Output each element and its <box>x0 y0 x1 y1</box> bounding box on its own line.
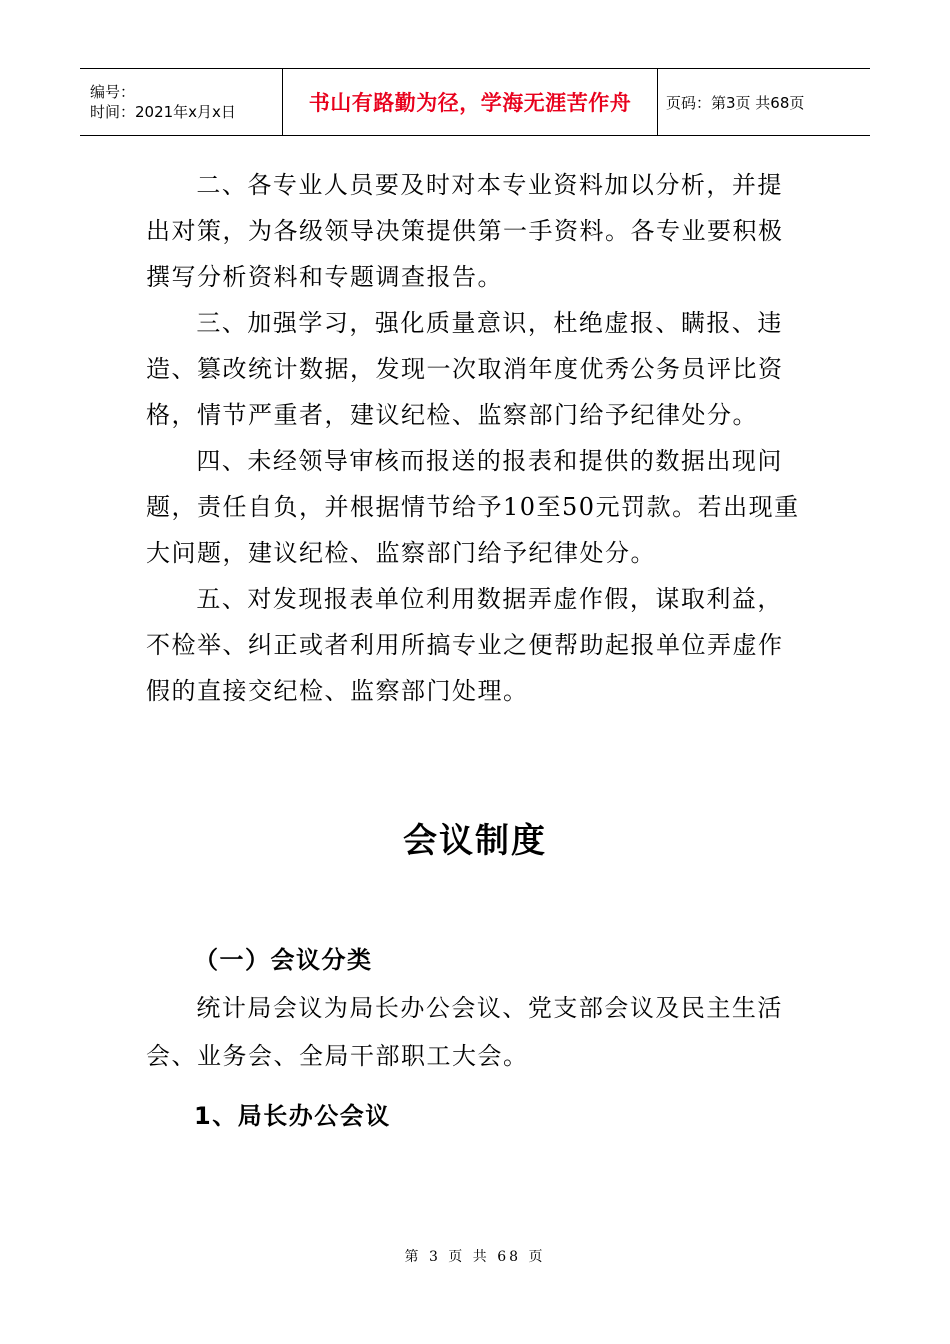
header-motto-cell <box>282 69 658 135</box>
section-heading: （一）会议分类 <box>194 946 373 974</box>
header-meta <box>80 69 282 135</box>
document-title: 会议制度 <box>403 821 547 861</box>
page-header <box>80 68 870 136</box>
motto-text: 书山有路勤为径，学海无涯苦作舟 <box>308 91 632 115</box>
number-label: 编号： <box>90 83 136 101</box>
paragraph-2: 二、各专业人员要及时对本专业资料加以分析，并提出对策，为各级领导决策提供第一手资料。各专业要积极撰写分析资料和专题调查报告。 <box>146 171 784 291</box>
subsection-heading: 1、局长办公会议 <box>194 1102 391 1130</box>
page-info-text: 页码：第3页 共68页 <box>666 93 805 112</box>
section-meeting-types <box>146 936 806 1140</box>
paragraph-4: 四、未经领导审核而报送的报表和提供的数据出现问题，责任自负，并根据情节给予10至50元罚款。若出现重大问题，建议纪检、监察部门给予纪律处分。 <box>146 447 800 567</box>
section-paragraph: 统计局会议为局长办公会议、党支部会议及民主生活会、业务会、全局干部职工大会。 <box>146 994 783 1070</box>
date-label: 时间：2021年x月x日 <box>90 103 236 121</box>
paragraph-5: 五、对发现报表单位利用数据弄虚作假，谋取利益，不检举、纠正或者利用所搞专业之便帮助起报单位弄虚作假的直接交纪检、监察部门处理。 <box>146 585 784 705</box>
paragraph-3: 三、加强学习，强化质量意识，杜绝虚报、瞒报、违造、篡改统计数据，发现一次取消年度优秀公务员评比资格，情节严重者，建议纪检、监察部门给予纪律处分。 <box>146 309 784 429</box>
header-page-info <box>658 69 870 135</box>
body-text <box>146 162 806 714</box>
page-footer: 第 3 页 共 68 页 <box>404 1249 546 1265</box>
